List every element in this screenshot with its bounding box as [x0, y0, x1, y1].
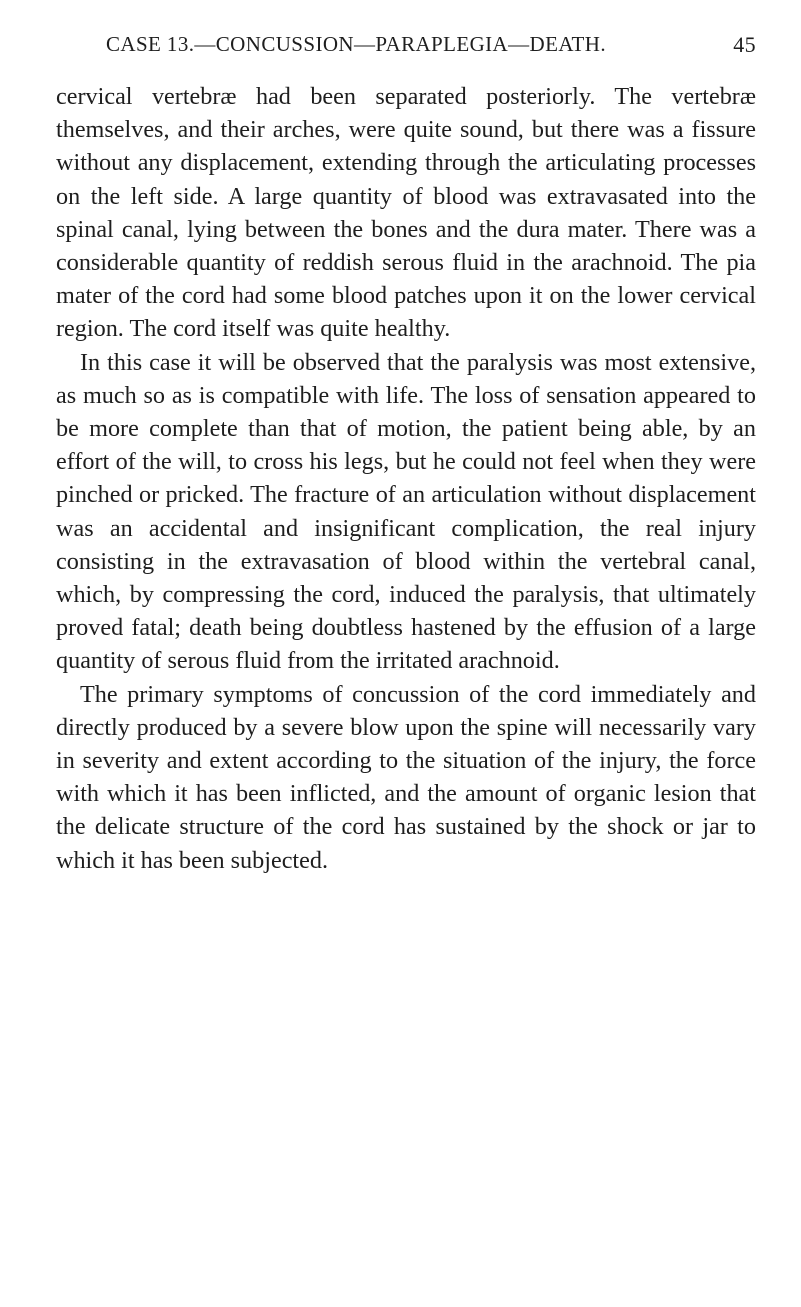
paragraph-1: cervical vertebræ had been separated posteriorly. The vertebræ themselves, and their arches, were quite sound, but there was a fissure without any displacement, extending through the articulating processes on the left side. A large quantity of blood was extravasated into the spinal canal, lying between the bones and the dura mater. There was a considerable quantity of reddish serous fluid in the arachnoid. The pia mater of the cord had some blood patches upon it on the lower cervical region. The cord itself was quite healthy. [56, 83, 756, 343]
book-page [56, 30, 756, 877]
page-number: 45 [733, 32, 756, 57]
running-title: CASE 13.—CONCUSSION—PARAPLEGIA—DEATH. [106, 32, 606, 56]
paragraph-3: The primary symptoms of concussion of the cord immediately and directly produced by a severe blow upon the spine will necessarily vary in severity and extent according to the situation of the injury, the force with which it has been inflicted, and the amount of organic lesion that the delicate structure of the cord has sustained by the shock or jar to which it has been subjected. [56, 680, 756, 874]
paragraph-2: In this case it will be observed that the paralysis was most extensive, as much so as is compatible with life. The loss of sensation appeared to be more complete than that of motion, the patient being able, by an effort of the will, to cross his legs, but he could not feel when they were pinched or pricked. The fracture of an articulation without displacement was an accidental and insignificant complication, the real injury consisting in the extravasation of blood within the vertebral canal, which, by compressing the cord, induced the paralysis, that ultimately proved fatal; death being doubtless hastened by the effusion of a large quantity of serous fluid from the irritated arachnoid. [56, 348, 756, 675]
running-head [56, 30, 756, 66]
body-text [56, 80, 756, 877]
